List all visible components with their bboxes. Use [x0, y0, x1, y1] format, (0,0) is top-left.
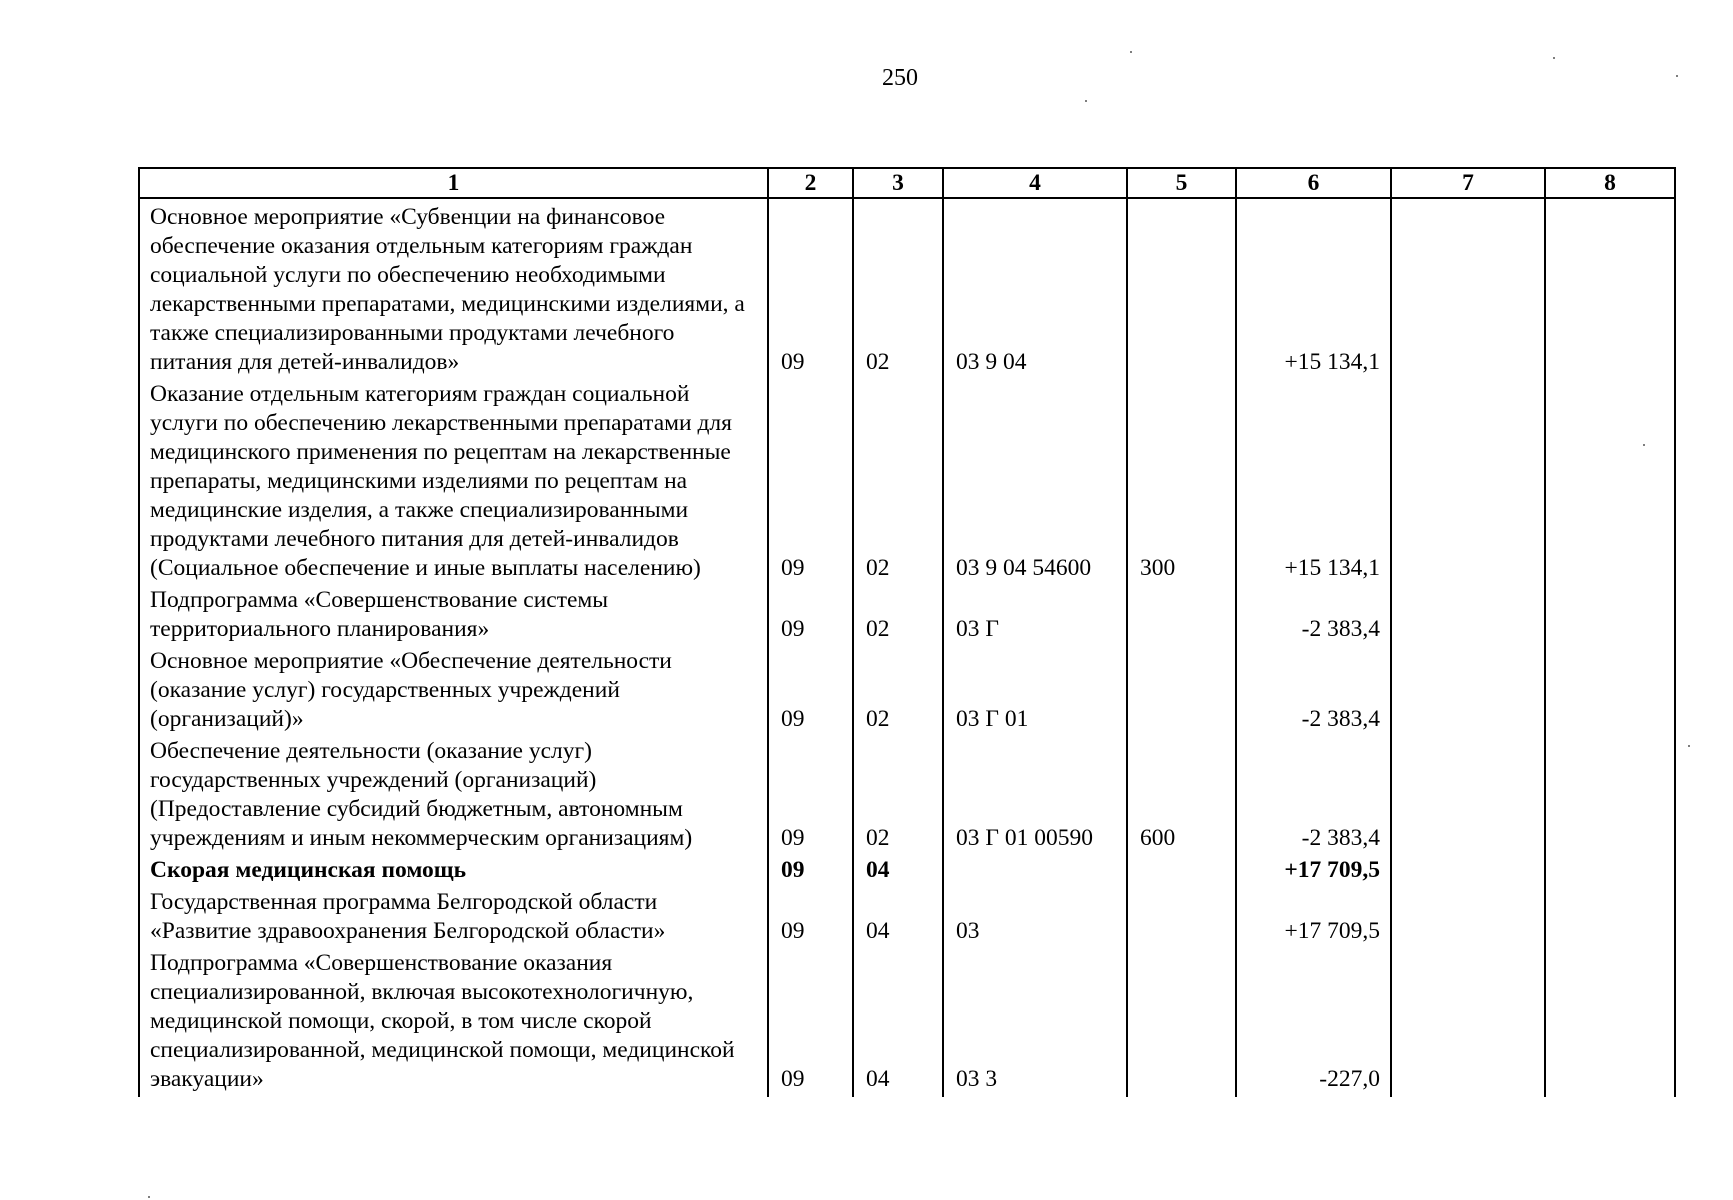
cell-col8 [1545, 888, 1675, 949]
cell-expense-type [1127, 586, 1236, 647]
cell-col7 [1391, 856, 1545, 888]
cell-col7 [1391, 949, 1545, 1097]
row-name: Обеспечение деятельности (оказание услуг) государственных учреждений (организаций) (Предоставление субсидий бюджетным, автономным учреждениям и иным некоммерческим организациям) [139, 737, 768, 856]
cell-subsection: 02 [853, 647, 943, 737]
row-name: Скорая медицинская помощь [139, 856, 768, 888]
cell-subsection: 04 [853, 888, 943, 949]
column-header: 2 [768, 168, 853, 198]
column-header: 7 [1391, 168, 1545, 198]
cell-col8 [1545, 949, 1675, 1097]
table-row [139, 737, 1675, 856]
cell-target-article: 03 3 [943, 949, 1127, 1097]
cell-expense-type [1127, 856, 1236, 888]
cell-expense-type [1127, 198, 1236, 380]
cell-subsection: 02 [853, 586, 943, 647]
cell-section: 09 [768, 380, 853, 586]
table-row [139, 647, 1675, 737]
cell-col7 [1391, 198, 1545, 380]
cell-col8 [1545, 380, 1675, 586]
header-row [139, 168, 1675, 198]
cell-subsection: 02 [853, 737, 943, 856]
column-header: 3 [853, 168, 943, 198]
cell-expense-type [1127, 949, 1236, 1097]
cell-amount: +17 709,5 [1236, 888, 1391, 949]
cell-col7 [1391, 737, 1545, 856]
cell-subsection: 04 [853, 856, 943, 888]
page-number: 250 [882, 65, 918, 91]
cell-col7 [1391, 380, 1545, 586]
row-name: Подпрограмма «Совершенствование оказания специализированной, включая высокотехнологичную, медицинской помощи, скорой, в том числе скорой специализированной, медицинской помощи, медицинской эвакуации» [139, 949, 768, 1097]
column-header: 8 [1545, 168, 1675, 198]
cell-section: 09 [768, 737, 853, 856]
cell-subsection: 02 [853, 198, 943, 380]
cell-col7 [1391, 888, 1545, 949]
table-row [139, 856, 1675, 888]
column-header: 6 [1236, 168, 1391, 198]
table-row [139, 888, 1675, 949]
cell-section: 09 [768, 856, 853, 888]
cell-target-article: 03 9 04 54600 [943, 380, 1127, 586]
table-row [139, 949, 1675, 1097]
column-header: 5 [1127, 168, 1236, 198]
cell-section: 09 [768, 647, 853, 737]
cell-col8 [1545, 856, 1675, 888]
cell-target-article: 03 [943, 888, 1127, 949]
cell-col8 [1545, 647, 1675, 737]
cell-subsection: 04 [853, 949, 943, 1097]
cell-col7 [1391, 586, 1545, 647]
row-name: Оказание отдельным категориям граждан социальной услуги по обеспечению лекарственными препаратами для медицинского применения по рецептам на лекарственные препараты, медицинскими изделиями по рецептам на медицинские изделия, а также специализированными продуктами лечебного питания для детей-инвалидов (Социальное обеспечение и иные выплаты населению) [139, 380, 768, 586]
table-row [139, 380, 1675, 586]
column-header: 1 [139, 168, 768, 198]
cell-amount: +15 134,1 [1236, 380, 1391, 586]
table-row [139, 198, 1675, 380]
cell-subsection: 02 [853, 380, 943, 586]
scan-speck [1553, 57, 1555, 59]
cell-section: 09 [768, 586, 853, 647]
cell-col8 [1545, 737, 1675, 856]
scan-speck [1688, 745, 1690, 747]
scan-speck [1130, 51, 1132, 53]
scan-speck [148, 1196, 150, 1198]
cell-expense-type [1127, 888, 1236, 949]
scan-speck [1676, 75, 1678, 77]
cell-target-article: 03 Г [943, 586, 1127, 647]
cell-expense-type: 300 [1127, 380, 1236, 586]
cell-section: 09 [768, 198, 853, 380]
cell-target-article: 03 Г 01 00590 [943, 737, 1127, 856]
cell-section: 09 [768, 888, 853, 949]
scan-speck [1643, 444, 1645, 446]
cell-amount: -2 383,4 [1236, 647, 1391, 737]
cell-target-article [943, 856, 1127, 888]
column-header: 4 [943, 168, 1127, 198]
cell-target-article: 03 Г 01 [943, 647, 1127, 737]
row-name: Основное мероприятие «Обеспечение деятельности (оказание услуг) государственных учреждений (организаций)» [139, 647, 768, 737]
row-name: Подпрограмма «Совершенствование системы территориального планирования» [139, 586, 768, 647]
table-row [139, 586, 1675, 647]
cell-col7 [1391, 647, 1545, 737]
scan-speck [1085, 100, 1087, 102]
cell-col8 [1545, 586, 1675, 647]
cell-col8 [1545, 198, 1675, 380]
row-name: Государственная программа Белгородской области «Развитие здравоохранения Белгородской области» [139, 888, 768, 949]
cell-amount: +17 709,5 [1236, 856, 1391, 888]
cell-amount: -2 383,4 [1236, 737, 1391, 856]
cell-section: 09 [768, 949, 853, 1097]
budget-table [138, 167, 1676, 1097]
cell-expense-type [1127, 647, 1236, 737]
cell-amount: +15 134,1 [1236, 198, 1391, 380]
cell-amount: -2 383,4 [1236, 586, 1391, 647]
cell-amount: -227,0 [1236, 949, 1391, 1097]
cell-target-article: 03 9 04 [943, 198, 1127, 380]
row-name: Основное мероприятие «Субвенции на финансовое обеспечение оказания отдельным категориям граждан социальной услуги по обеспечению необходимыми лекарственными препаратами, медицинскими изделиями, а также специализированными продуктами лечебного питания для детей-инвалидов» [139, 198, 768, 380]
cell-expense-type: 600 [1127, 737, 1236, 856]
